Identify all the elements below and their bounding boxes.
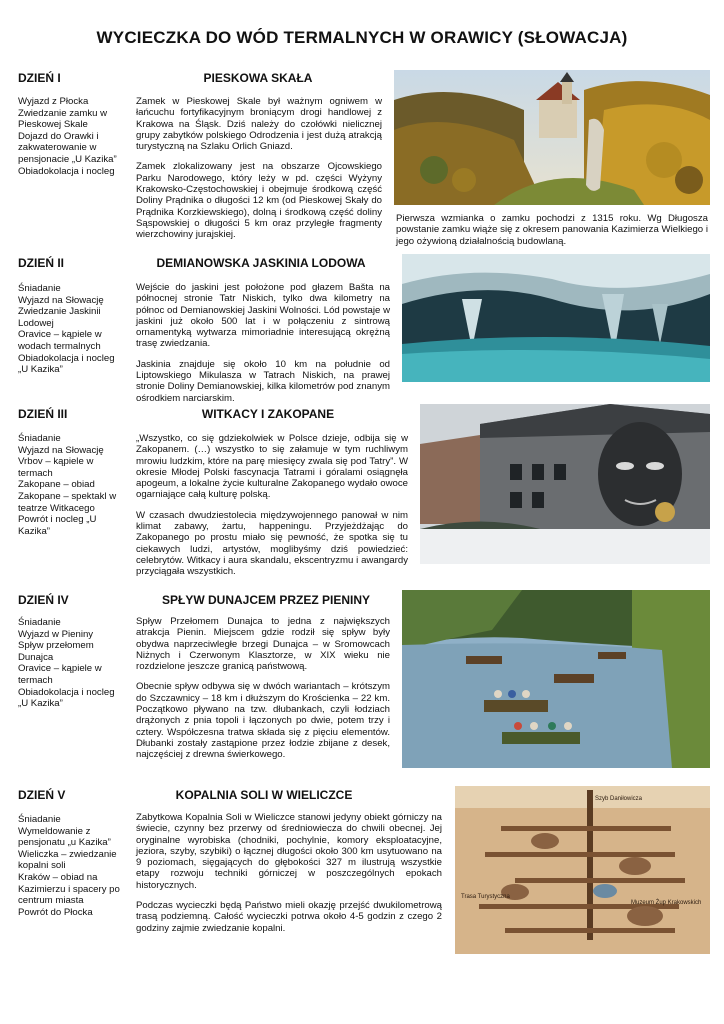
page-title: WYCIECZKA DO WÓD TERMALNYCH W ORAWICY (SŁOWACJA)	[96, 28, 628, 47]
day-2-description	[136, 282, 390, 413]
schedule-item: Wyjazd z Płocka	[18, 96, 89, 107]
day-4-schedule	[18, 617, 126, 710]
schedule-item: Śniadanie	[18, 433, 61, 444]
day-2-heading: DEMIANOWSKA JASKINIA LODOWA	[156, 256, 366, 270]
zakopane-photo	[420, 404, 710, 564]
day-4-heading: SPŁYW DUNAJCEM PRZEZ PIENINY	[161, 593, 371, 607]
mine-map-label-museum: Muzeum Żup Krakowskich	[631, 900, 702, 906]
day-1-description	[136, 96, 382, 250]
schedule-item: Wyjazd na Słowację	[18, 294, 104, 306]
schedule-item: Kraków – obiad na Kazimierzu i spacery po centrum miasta	[18, 871, 120, 907]
schedule-item: Wyjazd w Pieniny	[18, 628, 94, 640]
day-4-description	[136, 616, 390, 770]
paragraph: Zamek zlokalizowany jest na obszarze Ojcowskiego Parku Narodowego, który leży w pd. części Wyżyny Krakowsko-Częstochowskiej i obejmuje środkową część Doliny Prądnika o długości 12 km (od Pieskowej Skały do Prądnika Korzkiewskiego), dolną i środkową część doliny Sąspowskiej o długości 5 km oraz przyległe fragmenty wierzchowiny jurajskiej.	[136, 161, 382, 241]
day-5-schedule	[18, 814, 126, 918]
mine-map-label-shaft: Szyb Daniłowicza	[595, 796, 643, 802]
day-3-description	[136, 433, 408, 587]
paragraph: Zabytkowa Kopalnia Soli w Wieliczce stanowi jedyny obiekt górniczy na świecie, czynny bez przerwy od średniowiecza do chwili obecnej. Jej oryginalne wyrobiska (chodniki, pochylnie, komory eksploatacyjne, jeziora, szyby, szybiki) o łącznej długości około 300 km usytuowano na 9 poziomach, sięgających do głębokości 327 m ilustrują wszystkie etapy rozwoju techniki górniczej w poszczególnych epokach historycznych.	[136, 812, 442, 891]
schedule-item: Powrót do Płocka	[18, 906, 93, 918]
day-5-heading: KOPALNIA SOLI W WIELICZCE	[175, 788, 353, 802]
castle-photo	[394, 70, 710, 205]
paragraph: Zamek w Pieskowej Skale był ważnym ogniwem w łańcuchu fortyfikacyjnym broniącym drogi handlowej z Krakowa na Śląsk. Dziś należy do czołówki nielicznej grupy zabytków polskiego Odrodzenia i jest dużą atrakcją turystyczną na Szlaku Orlich Gniazd.	[136, 96, 382, 153]
paragraph: Jaskinia znajduje się około 10 km na południe od Liptowskiego Mikulasza w Tatrach Niskich, na prawej stronie Doliny Demianowskiej, kilka kilometrów pod znanym ośrodkiem narciarskim.	[136, 358, 390, 404]
paragraph: Spływ Przełomem Dunajca to jedna z największych atrakcja Pienin. Miejscem gdzie rodził się spływ były obydwa naprzeciwległe brzegi Dunajca – w Sromowcach Niżnych i Czerwonym Klasztorze, w XIX wieku nie rozdzielone jeszcze granicą państwową.	[136, 616, 390, 673]
schedule-item: Dojazd do Orawki i zakwaterowanie w pensjonacie „U Kazika”	[18, 130, 117, 165]
schedule-item: Obiadokolacja i nocleg „U Kazika”	[18, 686, 115, 710]
paragraph: „Wszystko, co się gdziekolwiek w Polsce dzieje, odbija się w Zakopanem. (…) wszystko to się załamuje w tym ruchliwym mrowiu ludzkim, które na parę miesięcy zwala się pod Tatry”. W okresie Młodej Polski fascynacja Tatrami i góralami osiągnęła apogeum, a lokalne życie kulturalne Zakopanego wydało owoce ogarniające całą kulturę polską.	[136, 433, 408, 501]
schedule-item: Spływ przełomem Dunajca	[18, 640, 94, 663]
castle-caption: Pierwsza wzmianka o zamku pochodzi z 1315 roku. Wg Długosza powstanie zamku wiąże się z okresem panowania Kazimierza Wielkiego i jego ożywioną działalnością budowlaną.	[396, 213, 708, 247]
schedule-item: Oravice – kąpiele w wodach termalnych	[18, 329, 102, 352]
day-2-schedule	[18, 283, 126, 376]
salt-mine-map	[455, 786, 710, 954]
schedule-item: Obiadokolacja i nocleg	[18, 165, 115, 177]
day-3-schedule	[18, 433, 126, 537]
schedule-item: Powrót i nocleg „U Kazika”	[18, 514, 97, 537]
paragraph: Obecnie spływ odbywa się w dwóch wariantach – krótszym do Szczawnicy – 18 km i dłuższym do Krościenka – 22 km. Początkowo pływano na tzw. dłubankach, czyli łodziach drążonych z pnia topoli i łączonych po dwie, potem trzy i cztery. Współczesna tratwa składa się z pięciu elementów. Dłubanki zostały zastąpione przez łodzie zbijane z desek, najczęściej z drewna świerkowego.	[136, 681, 390, 761]
day-5-label: DZIEŃ V	[18, 788, 66, 802]
mine-map-label-route: Trasa Turystyczna	[461, 894, 510, 900]
day-1-schedule	[18, 96, 126, 177]
schedule-item: Obiadokolacja i nocleg „U Kazika”	[18, 352, 115, 376]
schedule-item: Zakopane – spektakl w teatrze Witkacego	[18, 490, 117, 514]
paragraph: W czasach dwudziestolecia międzywojennego panował w nim klimat zabawy, żartu, happeningu. Przyjeżdżając do Zakopanego po prostu miało się pewność, że spotka się tu ciekawych ludzi, artystów, moglibyśmy dziś powiedzieć: celebrytów. Witkacy i aura skandalu, ekscentryzmu i awangardy przyciągała wszystkich.	[136, 509, 408, 578]
paragraph: Podczas wycieczki będą Państwo mieli okazję przejść dwukilometrową trasą podziemną. Całość wycieczki potrwa około 4-5 godzin z czego 2 godziny zajmie zwiedzanie kopalni.	[136, 900, 442, 934]
schedule-item: Oravice – kąpiele w termach	[18, 663, 102, 686]
day-1-label: DZIEŃ I	[18, 71, 61, 85]
paragraph: Wejście do jaskini jest położone pod głazem Bašta na północnej stronie Tatr Niskich, tylko dwa kilometry na północ od Demianowskiej Jaskini Wolności. Lód powstaje w jaskini już około 500 lat i w połączeniu z sintrową ornamentyką wytwarza mimoriadnie interesującą okrężną trasę zwiedzania.	[136, 282, 390, 350]
schedule-item: Wyjazd na Słowację	[18, 444, 104, 456]
rafting-photo	[402, 590, 710, 768]
day-3-label: DZIEŃ III	[18, 407, 68, 421]
day-4-label: DZIEŃ IV	[18, 593, 69, 607]
schedule-item: Śniadanie	[18, 814, 61, 825]
schedule-item: Wieliczka – zwiedzanie kopalni soli	[18, 848, 117, 872]
schedule-item: Śniadanie	[18, 283, 61, 294]
day-3-heading: WITKACY I ZAKOPANE	[201, 407, 335, 421]
day-5-description	[136, 812, 442, 943]
day-2-label: DZIEŃ II	[18, 256, 65, 270]
schedule-item: Zakopane – obiad	[18, 479, 95, 491]
schedule-item: Wymeldowanie z pensjonatu „u Kazika”	[18, 825, 111, 849]
day-1-heading: PIESKOWA SKAŁA	[203, 71, 313, 85]
schedule-item: Śniadanie	[18, 617, 61, 628]
schedule-item: Zwiedzanie zamku w Pieskowej Skale	[18, 107, 108, 131]
ice-cave-photo	[402, 254, 710, 382]
schedule-item: Vrbov – kąpiele w termach	[18, 456, 94, 479]
schedule-item: Zwiedzanie Jaskinii Lodowej	[18, 306, 101, 329]
